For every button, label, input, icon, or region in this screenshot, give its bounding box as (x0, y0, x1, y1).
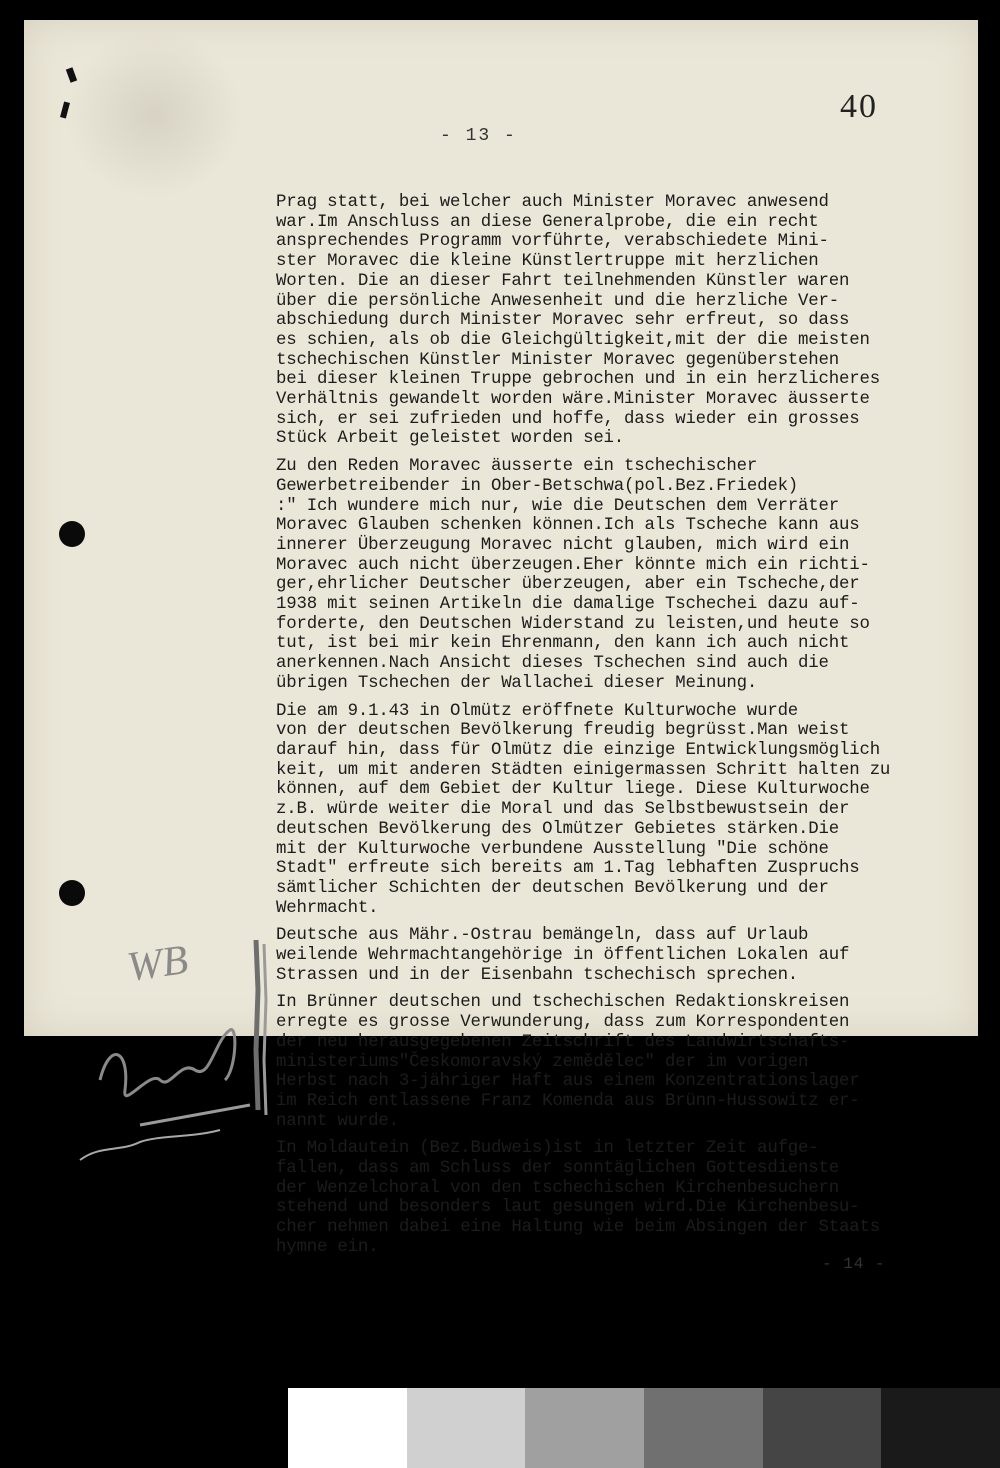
page-number: - 13 - (440, 126, 517, 146)
gray-swatch (763, 1388, 882, 1468)
next-page-marker: - 14 - (822, 1255, 886, 1273)
paragraph-1: Prag statt, bei welcher auch Minister Moravec anwesend war.Im Anschluss an diese Generalprobe, die ein recht ansprechendes Programm vorführte, verabschiedete Mini- ster Moravec die kleine Künstlertruppe mit herzlichen Worten. Die an dieser Fahrt teilnehmenden Künstler waren über die persönliche Anwesenheit und die herzliche Ver- abschiedung durch Minister Moravec sehr erfreut, so dass es schien, als ob die Gleichgültigkeit,mit der die meisten tschechischen Künstler Minister Moravec gegenüberstehen bei dieser kleinen Truppe gebrochen und in ein herzlicheres Verhältnis gewandelt worden wäre.Minister Moravec äusserte sich, er sei zufrieden und hoffe, dass wieder ein grosses Stück Arbeit geleistet worden sei. (276, 193, 880, 449)
gray-swatch (525, 1388, 644, 1468)
gray-swatch (407, 1388, 526, 1468)
folio-number: 40 (840, 88, 878, 125)
document-page (24, 20, 978, 1273)
pencil-bracket (256, 940, 258, 1110)
paragraph-3: Die am 9.1.43 in Olmütz eröffnete Kulturwoche wurde von der deutschen Bevölkerung freudig begrüsst.Man weist darauf hin, dass für Olmütz die einzige Entwicklungsmöglich keit, um mit anderen Städten einigermassen Schritt halten zu können, auf dem Gebiet der Kultur liege. Diese Kulturwoche z.B. würde weiter die Moral und das Selbstbewustsein der deutschen Bevölkerung des Olmützer Gebietes stärken.Die mit der Kulturwoche verbundene Ausstellung "Die schöne Stadt" erfreute sich bereits am 1.Tag lebhaften Zuspruchs sämtlicher Schichten der deutschen Bevölkerung und der Wehrmacht. (276, 701, 891, 918)
paragraph-4: Deutsche aus Mähr.-Ostrau bemängeln, dass auf Urlaub weilende Wehrmachtangehörige in öffentlichen Lokalen auf Strassen und in der Eisenbahn tschechisch sprechen. (276, 926, 850, 985)
gray-swatch (644, 1388, 763, 1468)
typewritten-body (276, 193, 976, 1266)
annotation-initials: WB (124, 936, 191, 991)
punch-hole-top (59, 521, 85, 547)
staple-mark (66, 67, 77, 83)
gray-swatch (288, 1388, 407, 1468)
pencil-signature (100, 1030, 235, 1096)
pencil-scribble (80, 1130, 220, 1160)
handwritten-margin-annotation (60, 930, 290, 1190)
gray-swatch (881, 1388, 1000, 1468)
punch-hole-bottom (59, 880, 85, 906)
paragraph-6: In Moldautein (Bez.Budweis)ist in letzter Zeit aufge- fallen, dass am Schluss der sonntäglichen Gottesdienste der Wenzelchoral von den tschechischen Kirchenbesuchern stehend und besonders laut gesungen wird.Die Kirchenbesu- cher nehmen dabei eine Haltung wie beim Absingen der Staats hymne ein. (276, 1139, 880, 1257)
grayscale-calibration-strip (288, 1388, 1000, 1468)
paragraph-5: In Brünner deutschen und tschechischen Redaktionskreisen erregte es grosse Verwunderung, dass zum Korrespondenten der neu herausgegebenen Zeitschrift des Landwirtschafts- ministeriums"Českomoravský zemědělec" der im vorigen Herbst nach 3-jähriger Haft aus einem Konzentrationslager im Reich entlassene Franz Komenda aus Brünn-Hussowitz er- nannt wurde. (276, 993, 860, 1131)
paper-stain (64, 30, 244, 200)
paragraph-2: Zu den Reden Moravec äusserte ein tschechischer Gewerbetreibender in Ober-Betschwa(pol.Bez.Friedek) :" Ich wundere mich nur, wie die Deutschen dem Verräter Moravec Glauben schenken können.Ich als Tscheche kann aus innerer Überzeugung Moravec nicht glauben, mich wird ein Moravec auch nicht überzeugen.Eher könnte mich ein richti- ger,ehrlicher Deutscher überzeugen, aber ein Tscheche,der 1938 mit seinen Artikeln die damalige Tschechei dazu auf- forderte, den Deutschen Widerstand zu leisten,und heute so tut, ist bei mir kein Ehrenmann, den kann ich auch nicht anerkennen.Nach Ansicht dieses Tschechen sind auch die übrigen Tschechen der Wallachei dieser Meinung. (276, 457, 870, 693)
pencil-bracket-2 (264, 944, 266, 1115)
pencil-underline (140, 1105, 250, 1125)
